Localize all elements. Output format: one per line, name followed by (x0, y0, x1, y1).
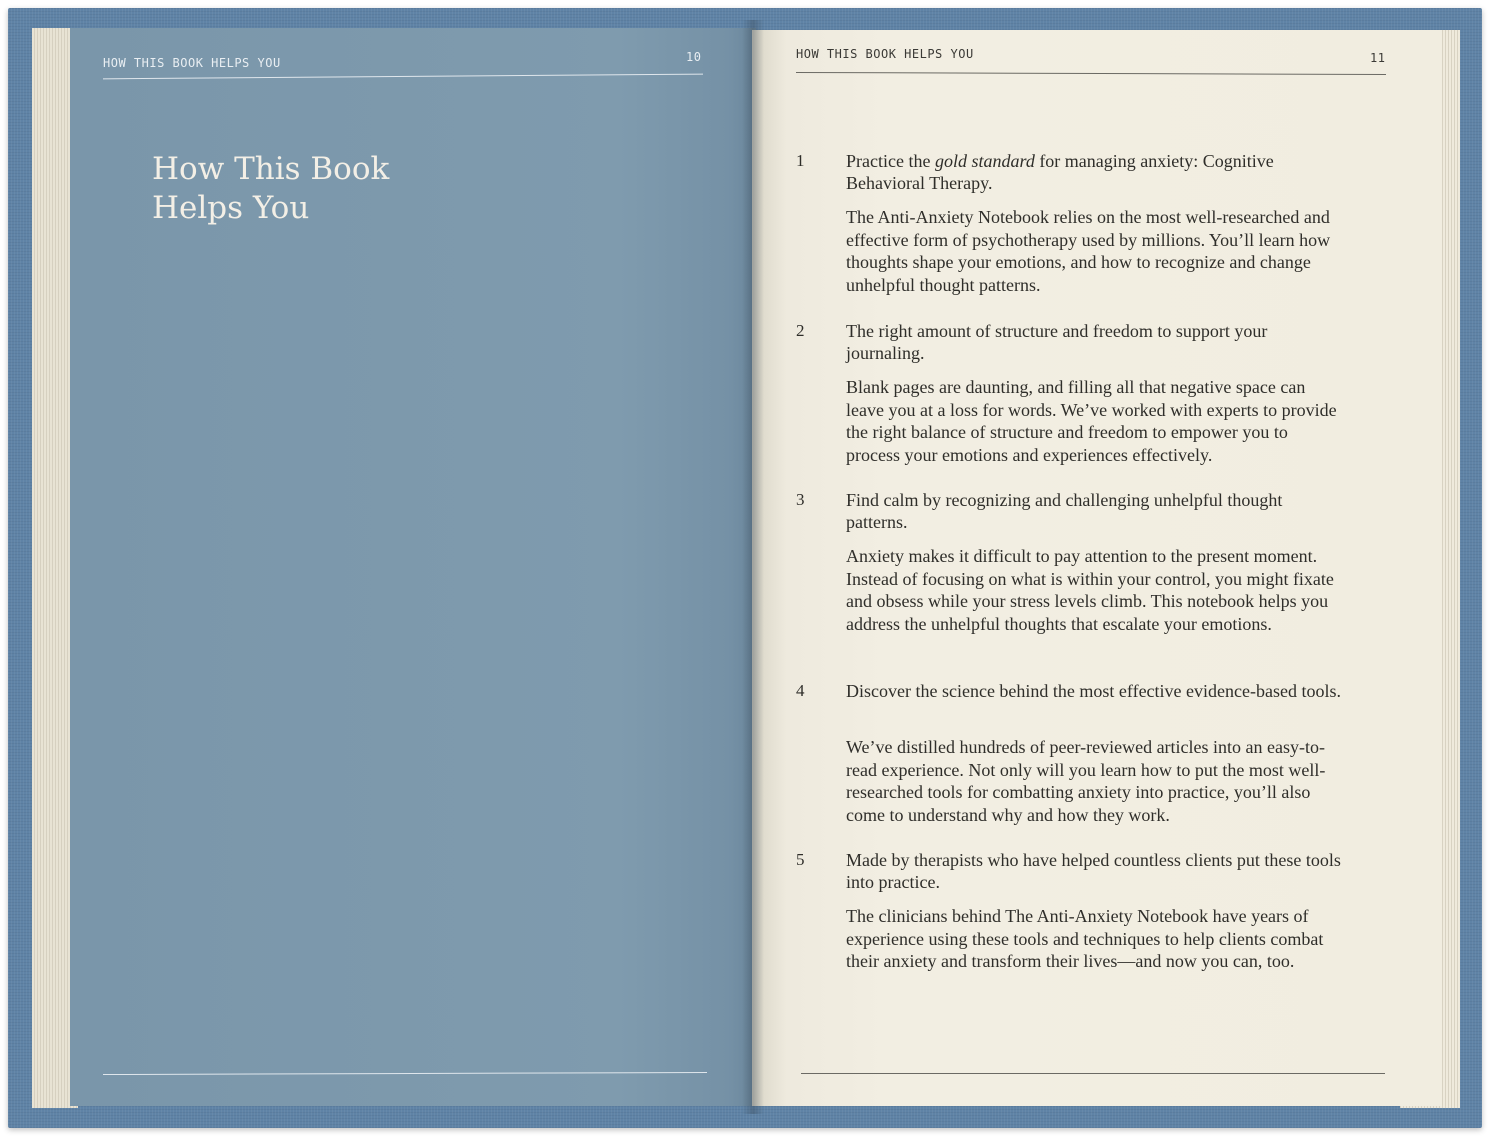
item-number: 3 (796, 490, 805, 509)
title-line-1: How This Book (152, 151, 390, 187)
item-heading: Discover the science behind the most effective evidence-based tools. (846, 681, 1341, 701)
item-body: We’ve distilled hundreds of peer-reviewed articles into an easy-to-read experience. Not only will you learn how to put the most well-researched tools for combatting anxiety into practice, you’ll also come to understand why and how they work. (846, 737, 1326, 825)
title-line-2: Helps You (152, 190, 310, 226)
page-title (152, 150, 452, 228)
right-footer-rule (801, 1073, 1385, 1074)
item-body: Anxiety makes it difficult to pay attention to the present moment. Instead of focusing on what is within your control, you might fixate and obsess while your stress levels climb. This notebook helps you address the unhelpful thoughts that escalate your emotions. (846, 546, 1334, 634)
item-body: Blank pages are daunting, and filling all that negative space can leave you at a loss for words. We’ve worked with experts to provide the right balance of structure and freedom to empower you to process your emotions and experiences effectively. (846, 377, 1337, 465)
item-number: 1 (796, 151, 805, 170)
right-page-number: 11 (1370, 51, 1386, 65)
item-heading: The right amount of structure and freedom to support your journaling. (846, 321, 1268, 363)
right-running-header: HOW THIS BOOK HELPS YOU (796, 47, 974, 61)
item-body: The clinicians behind The Anti-Anxiety Notebook have years of experience using these tools and techniques to help clients combat their anxiety and transform their lives—and now you can, too. (846, 906, 1324, 972)
item-number: 4 (796, 681, 805, 700)
item-body: The Anti-Anxiety Notebook relies on the most well-researched and effective form of psychotherapy used by millions. You’ll learn how thoughts shape your emotions, and how to recognize and change unhelpful thought patterns. (846, 207, 1331, 295)
left-running-header: HOW THIS BOOK HELPS YOU (103, 56, 281, 70)
book-gutter (742, 20, 764, 1114)
item-heading: Practice the gold standard for managing anxiety: Cognitive Behavioral Therapy. (846, 151, 1274, 193)
item-number: 5 (796, 850, 805, 869)
item-number: 2 (796, 321, 805, 340)
left-page-number: 10 (686, 50, 702, 64)
emphasis-text: gold standard (934, 151, 1035, 171)
item-heading: Find calm by recognizing and challenging unhelpful thought patterns. (846, 490, 1283, 532)
item-heading: Made by therapists who have helped countless clients put these tools into practice. (846, 850, 1341, 892)
